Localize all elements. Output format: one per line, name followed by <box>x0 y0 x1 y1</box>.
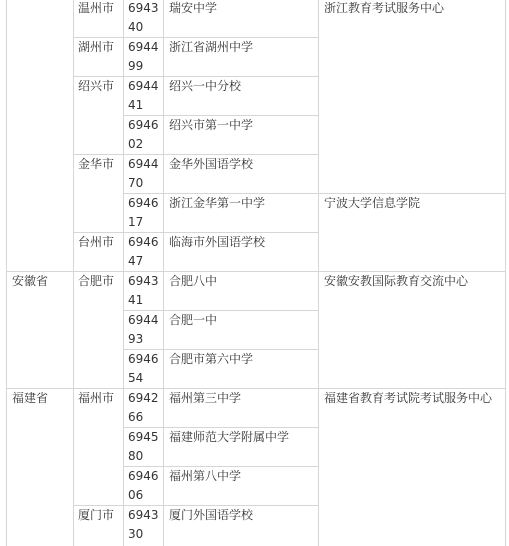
code-cell-line2: 40 <box>128 20 144 34</box>
school-cell: 合肥八中 <box>169 274 218 288</box>
school-cell: 合肥一中 <box>169 313 218 327</box>
school-cell: 金华外国语学校 <box>169 157 254 171</box>
code-cell-line1: 6946 <box>128 469 159 483</box>
code-cell-line2: 06 <box>128 488 144 502</box>
center-cell: 宁波大学信息学院 <box>324 196 421 210</box>
code-cell-line2: 47 <box>128 254 144 268</box>
code-cell-line1: 6944 <box>128 157 159 171</box>
province-cell: 福建省 <box>12 391 49 405</box>
code-cell-line1: 6944 <box>128 79 159 93</box>
city-cell: 温州市 <box>78 1 115 15</box>
code-cell-line2: 70 <box>128 176 144 190</box>
code-cell-line2: 54 <box>128 371 144 385</box>
city-cell: 湖州市 <box>78 40 115 54</box>
school-cell: 合肥市第六中学 <box>169 352 254 366</box>
center-cell: 安徽安教国际教育交流中心 <box>324 274 469 288</box>
code-cell-line1: 6943 <box>128 508 159 522</box>
code-cell-line2: 99 <box>128 59 144 73</box>
code-cell-line1: 6945 <box>128 430 159 444</box>
column-border <box>123 0 124 546</box>
city-cell: 绍兴市 <box>78 79 115 93</box>
code-cell-line1: 6943 <box>128 274 159 288</box>
center-cell: 福建省教育考试院考试服务中心 <box>324 391 493 405</box>
code-cell-line2: 30 <box>128 527 144 541</box>
code-cell-line2: 02 <box>128 137 144 151</box>
school-cell: 福建师范大学附属中学 <box>169 430 290 444</box>
school-cell: 绍兴市第一中学 <box>169 118 254 132</box>
column-border <box>505 0 506 546</box>
school-cell: 福州第三中学 <box>169 391 242 405</box>
column-border <box>318 0 319 546</box>
code-cell-line2: 66 <box>128 410 144 424</box>
code-cell-line2: 41 <box>128 98 144 112</box>
center-cell: 浙江教育考试服务中心 <box>324 1 445 15</box>
column-border <box>163 0 164 546</box>
column-border <box>73 0 74 546</box>
column-border <box>6 0 7 546</box>
city-cell: 合肥市 <box>78 274 115 288</box>
school-cell: 浙江省湖州中学 <box>169 40 254 54</box>
code-cell-line1: 6946 <box>128 235 159 249</box>
code-cell-line1: 6943 <box>128 1 159 15</box>
code-cell-line2: 17 <box>128 215 144 229</box>
school-cell: 福州第八中学 <box>169 469 242 483</box>
school-cell: 瑞安中学 <box>169 1 218 15</box>
code-cell-line1: 6946 <box>128 352 159 366</box>
code-cell-line2: 41 <box>128 293 144 307</box>
school-cell: 临海市外国语学校 <box>169 235 266 249</box>
province-cell: 安徽省 <box>12 274 49 288</box>
school-cell: 绍兴一中分校 <box>169 79 242 93</box>
code-cell-line1: 6944 <box>128 40 159 54</box>
code-cell-line2: 93 <box>128 332 144 346</box>
code-cell-line1: 6942 <box>128 391 159 405</box>
code-cell-line1: 6946 <box>128 118 159 132</box>
code-cell-line1: 6944 <box>128 313 159 327</box>
city-cell: 福州市 <box>78 391 115 405</box>
code-cell-line2: 80 <box>128 449 144 463</box>
code-cell-line1: 6946 <box>128 196 159 210</box>
city-cell: 厦门市 <box>78 508 115 522</box>
city-cell: 金华市 <box>78 157 115 171</box>
school-cell: 厦门外国语学校 <box>169 508 254 522</box>
city-cell: 台州市 <box>78 235 115 249</box>
school-cell: 浙江金华第一中学 <box>169 196 266 210</box>
